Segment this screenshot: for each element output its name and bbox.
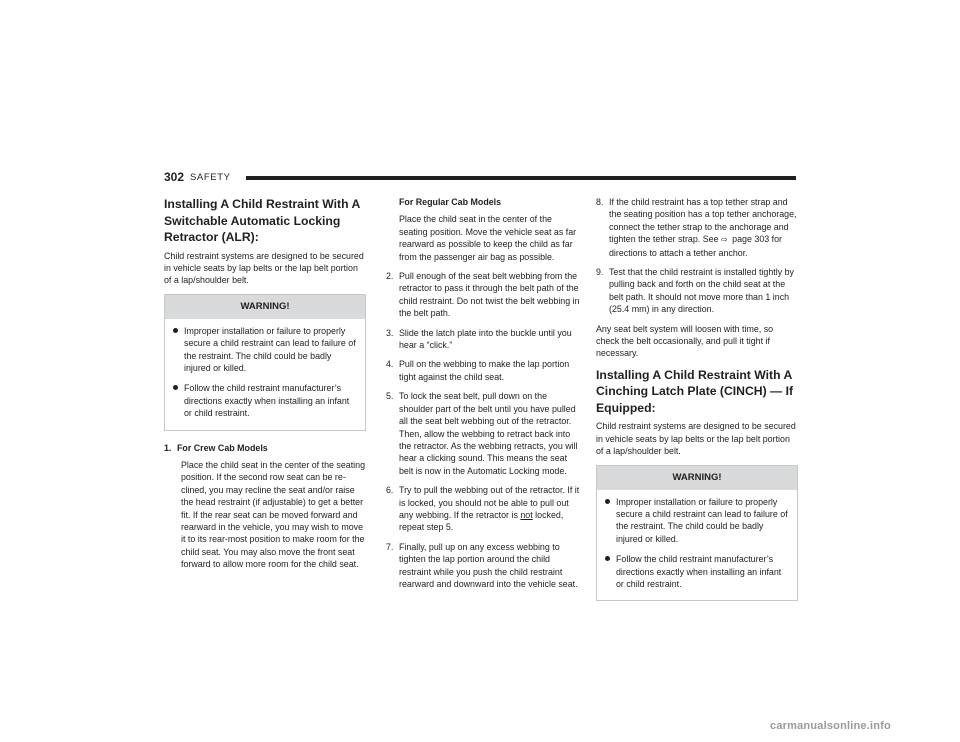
page-header: [164, 171, 796, 185]
column-middle: [386, 196, 582, 597]
step-text: To lock the seat belt, pull down on the shoulder part of the belt until you have pulled all the seat belt webbing out of the retractor. Then, allow the webbing to retract back into the retractor. As the webbing retracts, you will hear a clicking sound. This means the seat belt is now in the Automatic Locking mode.: [399, 391, 578, 476]
column-left: [164, 196, 366, 578]
step-text-end: locked, repeat step 5.: [399, 509, 564, 533]
watermark: carmanualsonline.info: [770, 720, 891, 732]
alr-intro: Child restraint systems are designed to be secured in vehicle seats by lap belts or the lap belt portion of a lap/shoulder belt.: [164, 250, 364, 286]
alr-heading: Installing A Child Restraint With A Switchable Automatic Locking Retractor (ALR):: [164, 197, 360, 244]
step-number: 9.: [596, 267, 604, 278]
warning-body: [165, 319, 365, 430]
warning-bullet-text: Follow the child restraint manufacturer’s directions exactly when installing an infant or child restraint.: [184, 383, 350, 419]
step-number: 4.: [386, 359, 394, 370]
warning-bullet: [603, 553, 791, 590]
step-number: 2.: [386, 271, 394, 282]
step-text-end: page 303 for directions to attach a tether anchor.: [609, 234, 783, 258]
step-number: 6.: [386, 485, 394, 496]
warning-bullet-text: Improper installation or failure to properly secure a child restraint can lead to failure of the restraint. The child could be badly injured or killed.: [616, 496, 788, 544]
step-3: [386, 327, 582, 352]
step-text: Try to pull the webbing out of the retractor. If it is locked, you should not be able to pull out any webbing. If the retractor is: [399, 485, 580, 520]
bullet-dot-icon: [173, 328, 178, 333]
warning-bullet-text: Follow the child restraint manufacturer’s directions exactly when installing an infant or child restraint.: [616, 554, 782, 590]
step-text: Pull enough of the seat belt webbing from the retractor to pass it through the belt path of the child restraint. Do not twist the belt webbing in the belt path.: [399, 271, 580, 319]
step-1: [164, 442, 366, 571]
bullet-dot-icon: [173, 385, 178, 390]
page-reference-arrow-icon: ⇨: [721, 235, 728, 245]
step-5: [386, 390, 582, 477]
step-2: [386, 270, 582, 320]
warning-box: [596, 465, 798, 602]
step-9: [596, 266, 798, 316]
cinch-intro: Child restraint systems are designed to be secured in vehicle seats by lap belts or the lap belt portion of a lap/shoulder belt.: [596, 421, 796, 457]
step-text: Place the child seat in the center of the seating position. If the second row seat can be re-clined, you may recline the seat and/or raise the head restraint (if adjustable) to get a better fit. If the rear seat can be moved forward and rearward in the vehicle, you may wish to move it to its rear-most position to make room for the child seat. You may also move the front seat forward to allow more room for the child seat.: [181, 459, 366, 570]
step-8: [596, 196, 798, 259]
warning-bullet: [603, 496, 791, 546]
step-text: Pull on the webbing to make the lap portion tight against the child seat.: [399, 359, 570, 382]
step-text: Test that the child restraint is installed tightly by pulling back and forth on the child seat at the belt path. It should not move more than 1 inch (25.4 mm) in any direction.: [609, 267, 794, 315]
step-emphasis: not: [520, 509, 533, 520]
belt-note: Any seat belt system will loosen with time, so check the belt occasionally, and pull it tight if necessary.: [596, 323, 774, 359]
section-title: SAFETY: [190, 172, 231, 183]
warning-bullet: [171, 325, 359, 375]
step-text: Slide the latch plate into the buckle until you hear a “click.”: [399, 327, 572, 351]
step-text: Finally, pull up on any excess webbing to tighten the lap portion around the child restraint while you push the child restraint rearward and downward into the vehicle seat.: [399, 541, 578, 589]
page-number: 302: [164, 170, 185, 184]
warning-box: [164, 294, 366, 431]
step-number: 8.: [596, 197, 604, 207]
regular-cab-text: Place the child seat in the center of the seating position. Move the vehicle seat as far rearward as possible to keep the child as far from the passenger air bag as possible.: [399, 214, 577, 262]
step-6: [386, 484, 582, 534]
header-rule: [246, 176, 796, 180]
step-subheading: For Crew Cab Models: [177, 442, 268, 453]
warning-body: [597, 490, 797, 601]
cinch-heading: Installing A Child Restraint With A Cinching Latch Plate (CINCH) — If Equipped:: [596, 367, 794, 415]
step-number: 7.: [386, 541, 394, 552]
bullet-dot-icon: [605, 499, 610, 504]
step-number: 5.: [386, 391, 394, 402]
regular-cab-subheading: For Regular Cab Models: [399, 197, 502, 207]
warning-title: WARNING!: [165, 295, 365, 319]
step-number: 3.: [386, 327, 394, 338]
step-number: 1.: [164, 442, 172, 453]
step-4: [386, 358, 582, 383]
step-7: [386, 541, 582, 591]
bullet-dot-icon: [605, 556, 610, 561]
warning-bullet: [171, 382, 359, 419]
warning-bullet-text: Improper installation or failure to properly secure a child restraint can lead to failure of the restraint. The child could be badly injured or killed.: [184, 325, 356, 373]
column-right: [596, 196, 798, 612]
step-text: If the child restraint has a top tether strap and the seating position has a top tether anchorage, connect the tether strap to the anchorage and tighten the tether strap. See: [609, 197, 797, 245]
warning-title: WARNING!: [597, 466, 797, 490]
